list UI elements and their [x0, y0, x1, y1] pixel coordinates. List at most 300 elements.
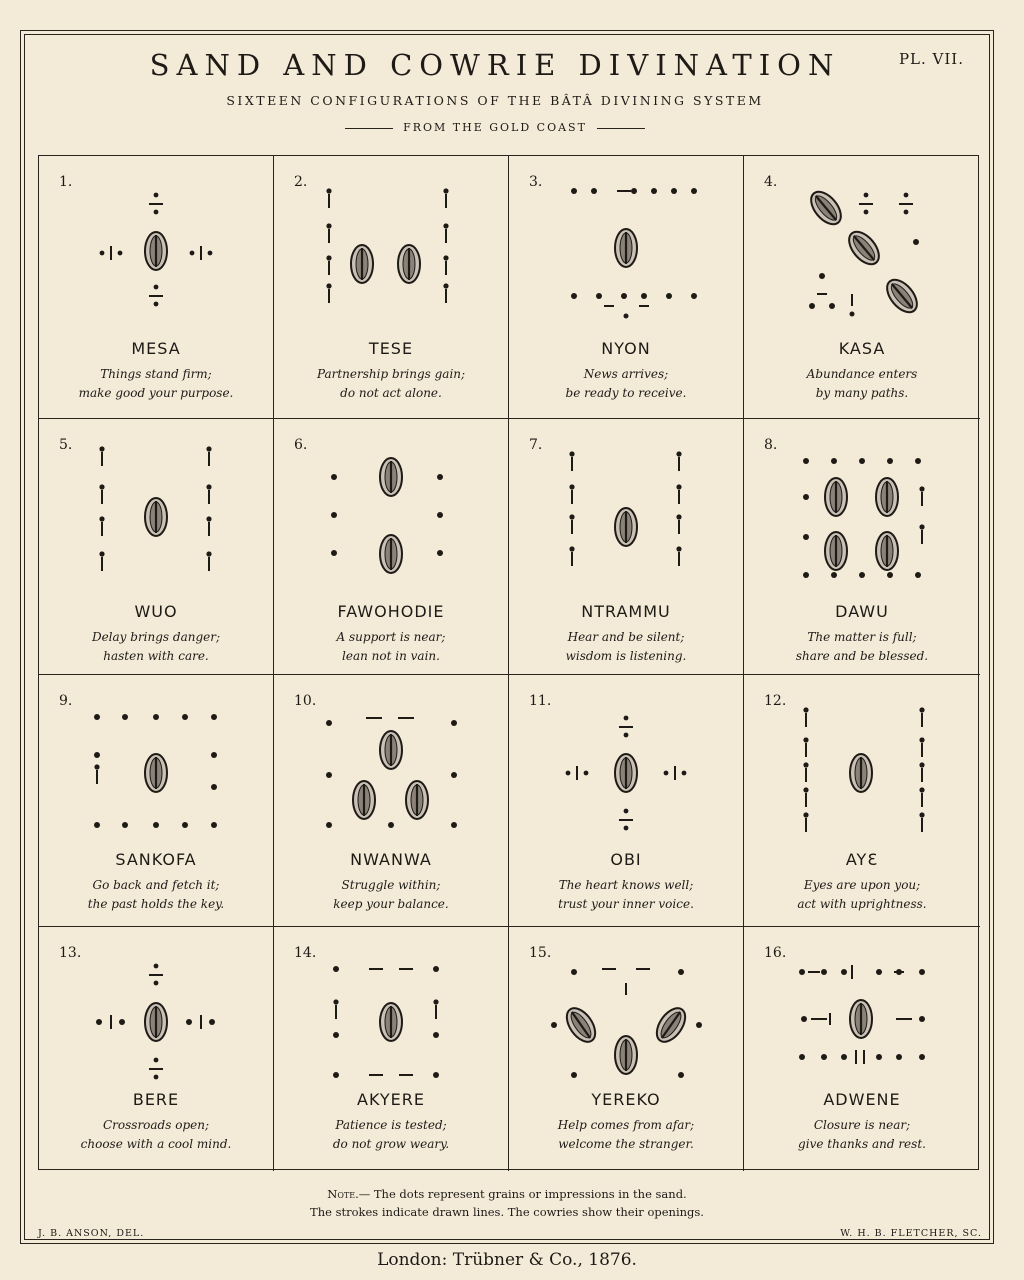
- sand-dot: [333, 1032, 339, 1038]
- figure-number: 11.: [529, 693, 552, 709]
- sand-dot: [596, 293, 602, 299]
- sand-dot: [803, 762, 808, 767]
- sand-dot: [333, 1072, 339, 1078]
- sand-dot: [206, 484, 211, 489]
- saying-line-2: be ready to receive.: [565, 386, 687, 400]
- sand-dot: [896, 1054, 902, 1060]
- sand-dot: [94, 764, 99, 769]
- sand-dot: [799, 969, 805, 975]
- figure-saying: [39, 1116, 273, 1154]
- sand-dot: [803, 812, 808, 817]
- sand-dot: [118, 251, 123, 256]
- saying-line-2: share and be blessed.: [795, 649, 929, 663]
- saying-line-1: Abundance enters: [806, 367, 918, 381]
- figure-saying: [509, 876, 743, 914]
- figure-cell: [744, 419, 980, 675]
- cowrie-shell: [380, 731, 402, 769]
- sand-dot: [624, 314, 629, 319]
- saying-line-1: Crossroads open;: [102, 1118, 209, 1132]
- figure-cell: [274, 927, 509, 1171]
- sand-dot: [666, 293, 672, 299]
- figure-name: MESA: [131, 339, 181, 358]
- sand-dot: [569, 514, 574, 519]
- cowrie-shell: [380, 535, 402, 573]
- sand-dot: [821, 1054, 827, 1060]
- saying-line-1: The heart knows well;: [558, 878, 694, 892]
- figure-saying: [274, 628, 508, 666]
- credit-engraver: W. H. B. FLETCHER, SC.: [840, 1228, 982, 1239]
- sand-dot: [876, 1054, 882, 1060]
- sand-dot: [566, 771, 571, 776]
- saying-line-1: Patience is tested;: [335, 1118, 447, 1132]
- sand-dot: [803, 737, 808, 742]
- sand-dot: [678, 1072, 684, 1078]
- figure-name: AYƐ: [845, 850, 879, 869]
- sand-dot: [591, 188, 597, 194]
- sand-figure: [39, 927, 274, 1102]
- sand-figure: [39, 156, 274, 331]
- sand-dot: [154, 1075, 159, 1080]
- saying-line-2: hasten with care.: [103, 649, 209, 663]
- sand-dot: [919, 812, 924, 817]
- sand-dot: [803, 534, 809, 540]
- figure-name: AKYERE: [357, 1090, 425, 1109]
- sand-dot: [99, 551, 104, 556]
- cowrie-shell: [380, 1003, 402, 1041]
- figure-saying: [509, 1116, 743, 1154]
- sand-dot: [206, 516, 211, 521]
- sand-dot: [904, 193, 909, 198]
- figure-cell: [39, 675, 274, 927]
- sand-dot: [154, 285, 159, 290]
- figure-cell: [39, 156, 274, 419]
- sand-dot: [437, 512, 443, 518]
- sand-dot: [691, 293, 697, 299]
- figure-name: OBI: [610, 850, 642, 869]
- figure-saying: [744, 365, 980, 403]
- sand-dot: [571, 293, 577, 299]
- sand-dot: [859, 572, 865, 578]
- cowrie-shell: [825, 532, 847, 570]
- sand-dot: [676, 484, 681, 489]
- figure-saying: [744, 1116, 980, 1154]
- cowrie-shell: [615, 1036, 637, 1074]
- figure-number: 4.: [764, 174, 778, 190]
- sand-dot: [182, 822, 188, 828]
- sand-dot: [801, 1016, 807, 1022]
- note: [0, 1185, 1014, 1221]
- figure-cell: [744, 927, 980, 1171]
- sand-dot: [443, 188, 448, 193]
- figure-cell: [744, 156, 980, 419]
- figure-number: 6.: [294, 437, 308, 453]
- sand-dot: [443, 255, 448, 260]
- sand-figure: [509, 156, 744, 331]
- sand-dot: [841, 1054, 847, 1060]
- sand-dot: [919, 707, 924, 712]
- saying-line-1: Go back and fetch it;: [92, 878, 220, 892]
- figure-saying: [274, 876, 508, 914]
- sand-dot: [190, 251, 195, 256]
- cowrie-shell: [145, 754, 167, 792]
- sand-dot: [153, 714, 159, 720]
- figure-number: 9.: [59, 693, 73, 709]
- sand-dot: [671, 188, 677, 194]
- sand-dot: [154, 964, 159, 969]
- sand-dot: [571, 1072, 577, 1078]
- saying-line-2: welcome the stranger.: [558, 1137, 694, 1151]
- sand-figure: [274, 927, 509, 1102]
- figure-saying: [274, 365, 508, 403]
- sand-dot: [94, 752, 100, 758]
- sand-dot: [651, 188, 657, 194]
- cowrie-shell: [615, 229, 637, 267]
- figure-name: TESE: [368, 339, 414, 358]
- saying-line-1: Closure is near;: [813, 1118, 911, 1132]
- figure-number: 3.: [529, 174, 543, 190]
- sand-dot: [333, 999, 338, 1004]
- sand-dot: [153, 822, 159, 828]
- rule-left: [345, 128, 393, 129]
- sand-dot: [676, 546, 681, 551]
- sand-dot: [326, 255, 331, 260]
- sand-dot: [211, 752, 217, 758]
- cowrie-shell: [850, 1000, 872, 1038]
- figure-saying: [39, 365, 273, 403]
- sand-figure: [744, 927, 980, 1102]
- sand-dot: [887, 458, 893, 464]
- sand-dot: [122, 714, 128, 720]
- figure-name: BERE: [132, 1090, 180, 1109]
- sand-dot: [451, 772, 457, 778]
- saying-line-2: the past holds the key.: [87, 897, 225, 911]
- credit-draughtsman: J. B. ANSON, DEL.: [38, 1228, 145, 1239]
- cowrie-shell: [850, 754, 872, 792]
- sand-dot: [209, 1019, 215, 1025]
- figure-number: 5.: [59, 437, 73, 453]
- saying-line-2: give thanks and rest.: [798, 1137, 926, 1151]
- figure-name: FAWOHODIE: [337, 602, 445, 621]
- sand-dot: [433, 999, 438, 1004]
- sand-dot: [119, 1019, 125, 1025]
- saying-line-2: lean not in vain.: [342, 649, 440, 663]
- sand-dot: [904, 210, 909, 215]
- sand-figure: [509, 927, 744, 1102]
- sand-dot: [437, 550, 443, 556]
- sand-figure: [744, 419, 980, 594]
- sand-dot: [850, 312, 855, 317]
- sand-dot: [211, 822, 217, 828]
- saying-line-1: Hear and be silent;: [567, 630, 685, 644]
- sand-dot: [331, 474, 337, 480]
- sand-dot: [326, 822, 332, 828]
- sand-dot: [326, 283, 331, 288]
- figure-name: NYON: [601, 339, 651, 358]
- sand-dot: [433, 966, 439, 972]
- sand-dot: [803, 707, 808, 712]
- sand-dot: [154, 1058, 159, 1063]
- saying-line-1: Partnership brings gain;: [316, 367, 466, 381]
- note-line-2: The strokes indicate drawn lines. The cowries show their openings.: [310, 1205, 704, 1219]
- sand-dot: [94, 822, 100, 828]
- sand-dot: [326, 772, 332, 778]
- sand-figure: [274, 675, 509, 850]
- figure-number: 15.: [529, 945, 552, 961]
- cowrie-shell: [406, 781, 428, 819]
- sand-dot: [569, 546, 574, 551]
- sand-dot: [451, 720, 457, 726]
- sand-dot: [919, 524, 924, 529]
- note-line-1: — The dots represent grains or impressions in the sand.: [358, 1187, 687, 1201]
- sand-figure: [744, 675, 980, 850]
- sand-dot: [809, 303, 815, 309]
- cowrie-shell: [380, 458, 402, 496]
- saying-line-1: Things stand firm;: [100, 367, 212, 381]
- saying-line-2: do not act alone.: [340, 386, 442, 400]
- sand-dot: [887, 572, 893, 578]
- sand-dot: [186, 1019, 192, 1025]
- sand-figure: [39, 419, 274, 594]
- figure-cell: [509, 419, 744, 675]
- cowrie-shell: [805, 186, 846, 229]
- saying-line-1: The matter is full;: [807, 630, 917, 644]
- origin-text: FROM THE GOLD COAST: [403, 121, 587, 134]
- sand-dot: [211, 714, 217, 720]
- sand-dot: [206, 446, 211, 451]
- sand-dot: [122, 822, 128, 828]
- cowrie-shell: [876, 532, 898, 570]
- sand-dot: [821, 969, 827, 975]
- saying-line-2: act with uprightness.: [797, 897, 927, 911]
- saying-line-2: trust your inner voice.: [558, 897, 694, 911]
- sand-dot: [182, 714, 188, 720]
- cowrie-shell: [145, 232, 167, 270]
- saying-line-1: Struggle within;: [341, 878, 441, 892]
- sand-dot: [696, 1022, 702, 1028]
- figure-number: 16.: [764, 945, 787, 961]
- sand-dot: [154, 981, 159, 986]
- sand-dot: [443, 283, 448, 288]
- figure-cell: [744, 675, 980, 927]
- sand-dot: [676, 514, 681, 519]
- figure-cell: [274, 419, 509, 675]
- saying-line-2: make good your purpose.: [78, 386, 234, 400]
- sand-dot: [919, 1054, 925, 1060]
- sand-dot: [919, 486, 924, 491]
- sand-dot: [919, 1016, 925, 1022]
- figure-cell: [39, 419, 274, 675]
- sand-figure: [39, 675, 274, 850]
- sand-dot: [451, 822, 457, 828]
- sand-dot: [154, 193, 159, 198]
- sand-dot: [326, 188, 331, 193]
- cowrie-shell: [651, 1003, 691, 1047]
- figure-name: NTRAMMU: [581, 602, 671, 621]
- sand-dot: [641, 293, 647, 299]
- sand-dot: [621, 293, 627, 299]
- cowrie-shell: [353, 781, 375, 819]
- sand-dot: [864, 210, 869, 215]
- sand-dot: [691, 188, 697, 194]
- sand-dot: [799, 1054, 805, 1060]
- sand-dot: [206, 551, 211, 556]
- sand-dot: [676, 451, 681, 456]
- figure-name: WUO: [134, 602, 178, 621]
- sand-dot: [443, 223, 448, 228]
- rule-right: [597, 128, 645, 129]
- figure-cell: [509, 675, 744, 927]
- cowrie-shell: [825, 478, 847, 516]
- cowrie-shell: [398, 245, 420, 283]
- figure-saying: [274, 1116, 508, 1154]
- sand-dot: [99, 516, 104, 521]
- sand-dot: [99, 446, 104, 451]
- sand-dot: [841, 969, 847, 975]
- sand-dot: [859, 458, 865, 464]
- sand-dot: [94, 714, 100, 720]
- saying-line-2: keep your balance.: [333, 897, 449, 911]
- sand-dot: [571, 969, 577, 975]
- note-lead: Note.: [327, 1187, 359, 1201]
- sand-figure: [509, 675, 744, 850]
- sand-dot: [96, 1019, 102, 1025]
- cowrie-shell: [881, 274, 922, 317]
- sand-dot: [631, 188, 637, 194]
- figure-saying: [744, 628, 980, 666]
- sand-dot: [331, 550, 337, 556]
- imprint: London: Trübner & Co., 1876.: [377, 1250, 637, 1270]
- origin-line: [0, 121, 990, 134]
- sand-dot: [331, 512, 337, 518]
- figure-number: 7.: [529, 437, 543, 453]
- sand-dot: [571, 188, 577, 194]
- sand-dot: [333, 966, 339, 972]
- figure-cell: [274, 156, 509, 419]
- figure-name: NWANWA: [350, 850, 432, 869]
- sand-dot: [919, 762, 924, 767]
- figure-number: 8.: [764, 437, 778, 453]
- sand-dot: [803, 494, 809, 500]
- cowrie-shell: [351, 245, 373, 283]
- saying-line-1: Help comes from afar;: [557, 1118, 695, 1132]
- figure-saying: [509, 365, 743, 403]
- figure-saying: [39, 876, 273, 914]
- sand-dot: [551, 1022, 557, 1028]
- figure-name: SANKOFA: [115, 850, 197, 869]
- saying-line-1: Delay brings danger;: [91, 630, 221, 644]
- sand-dot: [326, 720, 332, 726]
- sand-dot: [326, 223, 331, 228]
- sand-dot: [913, 239, 919, 245]
- figure-grid: [38, 155, 979, 1170]
- sand-dot: [678, 969, 684, 975]
- sand-dot: [919, 737, 924, 742]
- cowrie-shell: [561, 1003, 601, 1047]
- sand-dot: [915, 572, 921, 578]
- figure-number: 1.: [59, 174, 73, 190]
- sand-dot: [831, 458, 837, 464]
- sand-figure: [509, 419, 744, 594]
- sand-dot: [99, 484, 104, 489]
- sand-dot: [864, 193, 869, 198]
- saying-line-1: Eyes are upon you;: [803, 878, 921, 892]
- sand-dot: [819, 273, 825, 279]
- figure-cell: [509, 927, 744, 1171]
- figure-number: 10.: [294, 693, 317, 709]
- figure-name: ADWENE: [823, 1090, 901, 1109]
- saying-line-1: News arrives;: [583, 367, 669, 381]
- figure-number: 13.: [59, 945, 82, 961]
- sand-dot: [829, 303, 835, 309]
- sand-dot: [100, 251, 105, 256]
- saying-line-1: A support is near;: [336, 630, 446, 644]
- figure-number: 14.: [294, 945, 317, 961]
- sand-dot: [569, 451, 574, 456]
- figure-cell: [509, 156, 744, 419]
- figure-name: DAWU: [835, 602, 889, 621]
- sand-dot: [919, 787, 924, 792]
- sand-dot: [682, 771, 687, 776]
- saying-line-2: do not grow weary.: [332, 1137, 450, 1151]
- saying-line-2: choose with a cool mind.: [80, 1137, 232, 1151]
- sand-dot: [876, 969, 882, 975]
- sand-dot: [803, 572, 809, 578]
- figure-cell: [274, 675, 509, 927]
- sand-figure: [274, 156, 509, 331]
- sand-dot: [208, 251, 213, 256]
- plate-number: PL. VII.: [898, 50, 964, 68]
- figure-saying: [509, 628, 743, 666]
- figure-name: KASA: [838, 339, 886, 358]
- sand-dot: [584, 771, 589, 776]
- sand-dot: [433, 1072, 439, 1078]
- sand-dot: [388, 822, 394, 828]
- sand-dot: [831, 572, 837, 578]
- figure-saying: [744, 876, 980, 914]
- sand-dot: [919, 969, 925, 975]
- plate-title: SAND AND COWRIE DIVINATION: [149, 48, 841, 82]
- saying-line-2: wisdom is listening.: [565, 649, 687, 663]
- sand-dot: [803, 787, 808, 792]
- sand-dot: [154, 210, 159, 215]
- sand-dot: [433, 1032, 439, 1038]
- sand-dot: [624, 809, 629, 814]
- cowrie-shell: [145, 498, 167, 536]
- cowrie-shell: [843, 226, 884, 269]
- sand-figure: [744, 156, 980, 331]
- figure-number: 12.: [764, 693, 787, 709]
- sand-dot: [154, 302, 159, 307]
- sand-dot: [624, 733, 629, 738]
- sand-dot: [624, 716, 629, 721]
- plate-subtitle: SIXTEEN CONFIGURATIONS OF THE BÂTÂ DIVINING SYSTEM: [226, 93, 764, 108]
- cowrie-shell: [876, 478, 898, 516]
- figure-cell: [39, 927, 274, 1171]
- saying-line-2: by many paths.: [815, 386, 909, 400]
- sand-dot: [569, 484, 574, 489]
- figure-saying: [39, 628, 273, 666]
- cowrie-shell: [615, 754, 637, 792]
- sand-dot: [437, 474, 443, 480]
- cowrie-shell: [145, 1003, 167, 1041]
- sand-dot: [803, 458, 809, 464]
- sand-dot: [664, 771, 669, 776]
- sand-dot: [211, 784, 217, 790]
- sand-dot: [915, 458, 921, 464]
- figure-name: YEREKO: [591, 1090, 661, 1109]
- sand-figure: [274, 419, 509, 594]
- cowrie-shell: [615, 508, 637, 546]
